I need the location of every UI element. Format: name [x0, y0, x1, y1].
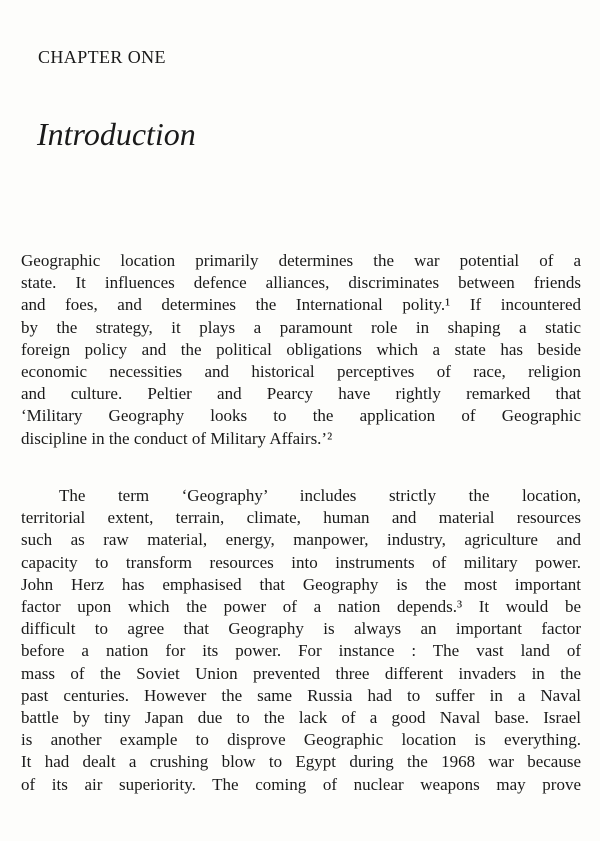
paragraph-2 [21, 485, 581, 796]
paragraph-1 [21, 250, 581, 450]
text-line: of its air superiority. The coming of nuclear weapons may prove [21, 774, 581, 794]
text-line: economic necessities and historical perceptives of race, religion [21, 362, 581, 382]
text-line: before a nation for its power. For instance : The vast land of [21, 641, 581, 661]
chapter-title: Introduction [37, 116, 196, 152]
text-line: past centuries. However the same Russia had to suffer in a Naval [21, 685, 581, 705]
text-line: capacity to transform resources into instruments of military power. [21, 552, 581, 572]
text-line: factor upon which the power of a nation depends.³ It would be [21, 597, 581, 617]
chapter-number: CHAPTER ONE [38, 47, 166, 67]
text-line: is another example to disprove Geographic location is everything. [21, 730, 581, 750]
text-line: The term ‘Geography’ includes strictly the location, [59, 486, 581, 505]
text-line: John Herz has emphasised that Geography is the most important [21, 574, 581, 594]
text-line: state. It influences defence alliances, discriminates between friends [21, 273, 581, 293]
text-line: such as raw material, energy, manpower, industry, agriculture and [21, 530, 581, 550]
text-line: foreign policy and the political obligations which a state has beside [21, 339, 581, 359]
text-line: and culture. Peltier and Pearcy have rightly remarked that [21, 384, 581, 404]
text-line: difficult to agree that Geography is always an important factor [21, 619, 581, 639]
text-line: ‘Military Geography looks to the application of Geographic [21, 406, 581, 426]
text-line: and foes, and determines the International polity.¹ If incountered [21, 295, 581, 315]
text-line: discipline in the conduct of Military Affairs.’² [21, 428, 333, 448]
text-line: territorial extent, terrain, climate, human and material resources [21, 508, 581, 528]
text-line: It had dealt a crushing blow to Egypt during the 1968 war because [21, 752, 581, 772]
text-line: battle by tiny Japan due to the lack of a good Naval base. Israel [21, 708, 581, 728]
text-line: mass of the Soviet Union prevented three different invaders in the [21, 663, 581, 683]
text-line: by the strategy, it plays a paramount role in shaping a static [21, 317, 581, 337]
text-line: Geographic location primarily determines the war potential of a [21, 251, 581, 270]
